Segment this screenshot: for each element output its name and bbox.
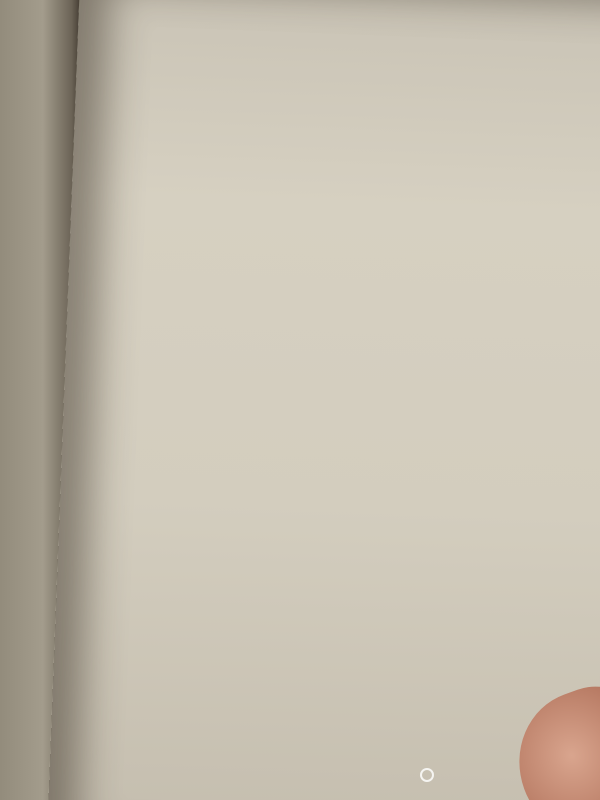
watermark bbox=[420, 766, 437, 785]
biographies-body bbox=[96, 185, 596, 204]
right-page bbox=[47, 0, 600, 800]
top-text-block bbox=[121, 6, 591, 24]
watermark-logo-icon bbox=[420, 768, 434, 782]
